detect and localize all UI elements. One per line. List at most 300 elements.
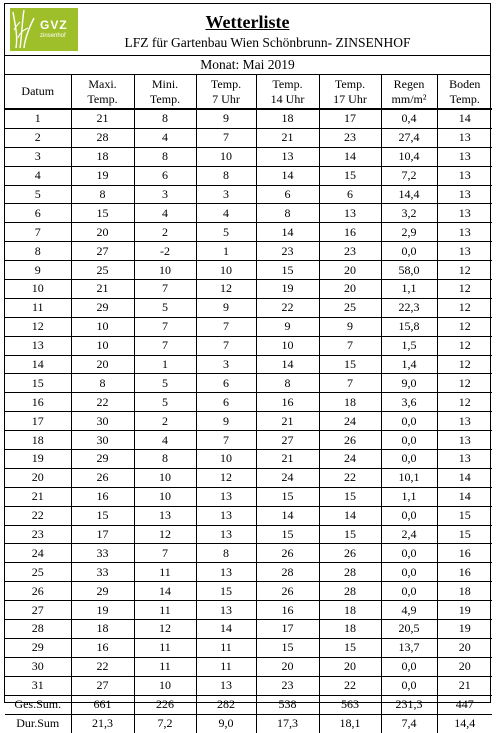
table-row	[5, 638, 492, 657]
table-cell: 15	[256, 261, 319, 280]
table-cell: 14	[437, 487, 492, 506]
table-cell: 10	[196, 261, 256, 280]
table-cell: 12	[134, 620, 196, 639]
table-cell: 12	[437, 280, 492, 299]
table-cell: 7	[134, 280, 196, 299]
table-cell: 13	[134, 506, 196, 525]
table-row	[5, 223, 492, 242]
table-cell: 14	[256, 506, 319, 525]
table-cell: 1,1	[381, 280, 437, 299]
table-cell: 26	[319, 544, 381, 563]
table-cell: 0,0	[381, 450, 437, 469]
table-cell: 22	[71, 657, 134, 676]
table-cell: 13	[437, 242, 492, 261]
table-cell: 18	[437, 582, 492, 601]
table-cell: 28	[319, 582, 381, 601]
table-cell: 23	[5, 525, 71, 544]
table-cell: Ges.Sum.	[5, 695, 71, 714]
table-cell: 21	[256, 450, 319, 469]
table-cell: 15	[256, 487, 319, 506]
table-row	[5, 412, 492, 431]
table-cell: 1,4	[381, 355, 437, 374]
table-cell: 20	[71, 355, 134, 374]
table-cell: 10	[5, 280, 71, 299]
table-cell: 10	[134, 487, 196, 506]
table-cell: 10	[196, 147, 256, 166]
table-row	[5, 204, 492, 223]
table-cell: 9	[196, 298, 256, 317]
table-cell: 538	[256, 695, 319, 714]
table-cell: 0,0	[381, 412, 437, 431]
table-cell: 8	[196, 544, 256, 563]
table-cell: 22	[256, 298, 319, 317]
table-cell: 27	[71, 676, 134, 695]
table-cell: 22,3	[381, 298, 437, 317]
table-cell: 7	[196, 128, 256, 147]
table-cell: 17	[71, 525, 134, 544]
page-subtitle: LFZ für Gartenbau Wien Schönbrunn- ZINSENHOF	[124, 35, 411, 50]
table-cell: 6	[134, 166, 196, 185]
table-cell: 17	[5, 412, 71, 431]
table-cell: 10,1	[381, 468, 437, 487]
table-cell: 7	[134, 336, 196, 355]
table-cell: 15	[71, 506, 134, 525]
logo-subtext: zinsenhof	[40, 33, 66, 39]
table-cell: 15	[5, 374, 71, 393]
table-cell: 4	[196, 204, 256, 223]
table-cell: 8	[256, 374, 319, 393]
table-cell: 14	[437, 109, 492, 128]
month-label: Monat: Mai 2019	[5, 56, 490, 75]
table-cell: 24	[5, 544, 71, 563]
table-cell: 7	[196, 336, 256, 355]
table-cell: 5	[134, 374, 196, 393]
table-cell: 4	[134, 128, 196, 147]
table-cell: 18	[71, 147, 134, 166]
table-header-row	[5, 75, 492, 109]
table-row	[5, 298, 492, 317]
table-cell: 231,3	[381, 695, 437, 714]
table-cell: 19	[5, 450, 71, 469]
table-cell: 13	[196, 601, 256, 620]
table-cell: 23	[256, 242, 319, 261]
table-cell: 661	[71, 695, 134, 714]
table-cell: 3	[134, 185, 196, 204]
table-cell: 13	[196, 563, 256, 582]
table-cell: 22	[319, 676, 381, 695]
table-cell: 23	[319, 128, 381, 147]
table-cell: 14	[5, 355, 71, 374]
table-cell: 28	[5, 620, 71, 639]
logo-text: GVZ	[40, 18, 68, 32]
table-row	[5, 393, 492, 412]
table-cell: 26	[5, 582, 71, 601]
table-row	[5, 355, 492, 374]
table-cell: 21	[256, 128, 319, 147]
table-cell: 9	[196, 109, 256, 128]
table-cell: 11	[196, 657, 256, 676]
table-cell: 15	[256, 525, 319, 544]
table-cell: 20	[437, 657, 492, 676]
table-cell: -2	[134, 242, 196, 261]
table-cell: 13	[437, 412, 492, 431]
table-cell: 563	[319, 695, 381, 714]
table-cell: 20	[319, 657, 381, 676]
table-cell: 14,4	[381, 185, 437, 204]
table-cell: 10	[71, 317, 134, 336]
table-cell: 15	[319, 638, 381, 657]
table-cell: 29	[71, 450, 134, 469]
table-cell: 11	[134, 563, 196, 582]
table-cell: 15	[437, 525, 492, 544]
table-cell: 12	[5, 317, 71, 336]
table-cell: 7,2	[381, 166, 437, 185]
table-cell: 9	[256, 317, 319, 336]
table-cell: 23	[256, 676, 319, 695]
table-cell: 14	[319, 147, 381, 166]
table-cell: 5	[5, 185, 71, 204]
table-cell: 7	[134, 317, 196, 336]
table-cell: 12	[134, 525, 196, 544]
table-cell: 12	[437, 298, 492, 317]
table-cell: 22	[319, 468, 381, 487]
table-cell: 6	[196, 393, 256, 412]
table-cell: 28	[319, 563, 381, 582]
table-cell: 13	[196, 506, 256, 525]
table-cell: 13	[196, 487, 256, 506]
weather-table	[5, 75, 492, 733]
table-cell: 28	[71, 128, 134, 147]
table-row	[5, 242, 492, 261]
table-cell: 5	[134, 298, 196, 317]
table-row	[5, 525, 492, 544]
table-cell: 20	[256, 657, 319, 676]
table-row	[5, 128, 492, 147]
table-cell: 13	[319, 204, 381, 223]
table-cell: 0,0	[381, 563, 437, 582]
table-cell: 16	[437, 544, 492, 563]
table-cell: 19	[437, 620, 492, 639]
table-cell: Dur.Sum	[5, 714, 71, 733]
table-cell: 20	[319, 280, 381, 299]
table-cell: 15	[319, 525, 381, 544]
table-cell: 4	[134, 431, 196, 450]
table-cell: 3,2	[381, 204, 437, 223]
table-cell: 10	[256, 336, 319, 355]
table-row	[5, 601, 492, 620]
table-cell: 21	[71, 280, 134, 299]
table-cell: 22	[5, 506, 71, 525]
table-cell: 13	[256, 147, 319, 166]
table-cell: 7	[5, 223, 71, 242]
sheet-header	[5, 4, 490, 56]
table-cell: 14	[134, 582, 196, 601]
table-cell: 13	[5, 336, 71, 355]
table-cell: 1	[134, 355, 196, 374]
table-cell: 16	[5, 393, 71, 412]
table-cell: 14	[256, 223, 319, 242]
table-cell: 10	[134, 261, 196, 280]
table-cell: 30	[71, 431, 134, 450]
summary-row	[5, 714, 492, 733]
table-cell: 30	[71, 412, 134, 431]
table-cell: 33	[71, 563, 134, 582]
table-row	[5, 336, 492, 355]
table-cell: 0,0	[381, 506, 437, 525]
table-cell: 13	[196, 525, 256, 544]
table-cell: 7	[196, 431, 256, 450]
table-cell: 4	[134, 204, 196, 223]
table-cell: 10	[134, 468, 196, 487]
table-row	[5, 657, 492, 676]
table-cell: 23	[319, 242, 381, 261]
table-cell: 9,0	[196, 714, 256, 733]
table-cell: 4,9	[381, 601, 437, 620]
table-cell: 8	[134, 109, 196, 128]
table-cell: 16	[319, 223, 381, 242]
table-cell: 2,4	[381, 525, 437, 544]
table-cell: 30	[5, 657, 71, 676]
table-cell: 16	[71, 487, 134, 506]
table-cell: 20	[5, 468, 71, 487]
table-cell: 18	[71, 620, 134, 639]
table-cell: 8	[196, 166, 256, 185]
table-cell: 29	[71, 582, 134, 601]
table-cell: 0,0	[381, 431, 437, 450]
table-row	[5, 544, 492, 563]
column-header: Temp. 7 Uhr	[196, 75, 256, 109]
table-cell: 26	[71, 468, 134, 487]
table-cell: 10,4	[381, 147, 437, 166]
table-cell: 3	[196, 355, 256, 374]
table-cell: 9,0	[381, 374, 437, 393]
table-cell: 10	[71, 336, 134, 355]
table-cell: 33	[71, 544, 134, 563]
table-row	[5, 280, 492, 299]
table-cell: 16	[71, 638, 134, 657]
table-cell: 1,5	[381, 336, 437, 355]
table-cell: 8	[134, 147, 196, 166]
table-cell: 20,5	[381, 620, 437, 639]
table-cell: 0,0	[381, 582, 437, 601]
table-cell: 9	[5, 261, 71, 280]
table-cell: 15	[437, 506, 492, 525]
table-cell: 17,3	[256, 714, 319, 733]
table-cell: 19	[437, 601, 492, 620]
table-cell: 25	[319, 298, 381, 317]
table-cell: 19	[256, 280, 319, 299]
table-cell: 11	[134, 638, 196, 657]
table-cell: 25	[71, 261, 134, 280]
table-row	[5, 487, 492, 506]
table-cell: 18	[256, 109, 319, 128]
table-cell: 13	[437, 128, 492, 147]
table-cell: 7	[319, 336, 381, 355]
table-cell: 16	[437, 563, 492, 582]
table-cell: 12	[437, 261, 492, 280]
table-cell: 9	[319, 317, 381, 336]
table-cell: 10	[134, 676, 196, 695]
table-cell: 29	[71, 298, 134, 317]
table-row	[5, 374, 492, 393]
table-row	[5, 506, 492, 525]
table-cell: 13	[437, 431, 492, 450]
column-header: Mini. Temp.	[134, 75, 196, 109]
table-cell: 3	[196, 185, 256, 204]
table-cell: 11	[134, 657, 196, 676]
table-row	[5, 582, 492, 601]
column-header: Boden Temp.	[437, 75, 492, 109]
table-cell: 2	[134, 412, 196, 431]
table-cell: 20	[71, 223, 134, 242]
table-row	[5, 317, 492, 336]
table-cell: 18,1	[319, 714, 381, 733]
table-cell: 24	[319, 412, 381, 431]
table-cell: 12	[437, 355, 492, 374]
table-row	[5, 261, 492, 280]
table-cell: 1	[5, 109, 71, 128]
table-cell: 2,9	[381, 223, 437, 242]
table-cell: 16	[256, 393, 319, 412]
table-cell: 0,0	[381, 242, 437, 261]
table-cell: 15	[71, 204, 134, 223]
table-cell: 0,0	[381, 544, 437, 563]
table-cell: 18	[319, 601, 381, 620]
table-cell: 26	[256, 582, 319, 601]
table-cell: 15,8	[381, 317, 437, 336]
column-header: Regen mm/m²	[381, 75, 437, 109]
table-cell: 20	[319, 261, 381, 280]
table-cell: 4	[5, 166, 71, 185]
table-cell: 6	[256, 185, 319, 204]
table-cell: 13	[437, 204, 492, 223]
table-cell: 9	[196, 412, 256, 431]
table-cell: 12	[196, 468, 256, 487]
table-cell: 1	[196, 242, 256, 261]
table-cell: 27	[71, 242, 134, 261]
table-cell: 0,0	[381, 676, 437, 695]
table-cell: 7,2	[134, 714, 196, 733]
table-cell: 22	[71, 393, 134, 412]
table-row	[5, 450, 492, 469]
table-cell: 226	[134, 695, 196, 714]
table-cell: 13,7	[381, 638, 437, 657]
table-row	[5, 109, 492, 128]
table-cell: 8	[256, 204, 319, 223]
table-cell: 24	[256, 468, 319, 487]
table-cell: 17	[256, 620, 319, 639]
column-header: Datum	[5, 75, 71, 109]
table-cell: 21	[71, 109, 134, 128]
column-header: Maxi. Temp.	[71, 75, 134, 109]
table-cell: 21	[256, 412, 319, 431]
table-cell: 15	[319, 355, 381, 374]
table-cell: 15	[319, 487, 381, 506]
table-row	[5, 431, 492, 450]
table-cell: 11	[134, 601, 196, 620]
table-cell: 15	[256, 638, 319, 657]
table-cell: 12	[437, 374, 492, 393]
table-cell: 17	[319, 109, 381, 128]
table-cell: 6	[5, 204, 71, 223]
table-cell: 13	[437, 147, 492, 166]
table-cell: 0,0	[381, 657, 437, 676]
table-cell: 2	[5, 128, 71, 147]
table-cell: 14	[319, 506, 381, 525]
table-cell: 31	[5, 676, 71, 695]
table-cell: 28	[256, 563, 319, 582]
column-header: Temp. 17 Uhr	[319, 75, 381, 109]
table-cell: 18	[319, 393, 381, 412]
table-row	[5, 468, 492, 487]
table-cell: 14	[256, 166, 319, 185]
table-row	[5, 185, 492, 204]
table-cell: 12	[437, 393, 492, 412]
table-row	[5, 147, 492, 166]
summary-row	[5, 695, 492, 714]
table-cell: 27	[256, 431, 319, 450]
table-cell: 8	[5, 242, 71, 261]
table-cell: 26	[319, 431, 381, 450]
table-cell: 282	[196, 695, 256, 714]
table-cell: 13	[196, 676, 256, 695]
table-cell: 14	[196, 620, 256, 639]
table-cell: 15	[319, 166, 381, 185]
column-header: Temp. 14 Uhr	[256, 75, 319, 109]
table-cell: 12	[437, 336, 492, 355]
table-cell: 8	[71, 185, 134, 204]
table-cell: 18	[5, 431, 71, 450]
table-cell: 7	[196, 317, 256, 336]
table-cell: 7	[319, 374, 381, 393]
table-cell: 24	[319, 450, 381, 469]
table-cell: 21	[5, 487, 71, 506]
table-cell: 27	[5, 601, 71, 620]
table-cell: 14,4	[454, 716, 476, 731]
weather-sheet	[4, 3, 491, 731]
table-cell: 26	[256, 544, 319, 563]
table-cell: 3	[5, 147, 71, 166]
table-cell: 13	[437, 185, 492, 204]
table-cell: 8	[134, 450, 196, 469]
table-cell: 8	[71, 374, 134, 393]
table-cell: 20	[437, 638, 492, 657]
table-cell: 25	[5, 563, 71, 582]
table-cell: 13	[437, 223, 492, 242]
page-title: Wetterliste	[205, 12, 290, 32]
table-cell: 1,1	[381, 487, 437, 506]
table-cell: 21,3	[71, 714, 134, 733]
table-cell: 14	[256, 355, 319, 374]
table-row	[5, 620, 492, 639]
table-row	[5, 563, 492, 582]
table-cell: 11	[196, 638, 256, 657]
table-cell: 2	[134, 223, 196, 242]
table-cell: 12	[437, 317, 492, 336]
table-cell: 15	[196, 582, 256, 601]
table-cell: 18	[319, 620, 381, 639]
table-cell: 10	[196, 450, 256, 469]
table-cell: 19	[71, 166, 134, 185]
table-cell: 14	[437, 468, 492, 487]
table-cell: 16	[256, 601, 319, 620]
table-cell: 5	[196, 223, 256, 242]
table-cell: 7	[134, 544, 196, 563]
table-cell: 11	[5, 298, 71, 317]
table-cell: 6	[319, 185, 381, 204]
table-cell: 5	[134, 393, 196, 412]
table-cell: 447	[437, 695, 492, 714]
